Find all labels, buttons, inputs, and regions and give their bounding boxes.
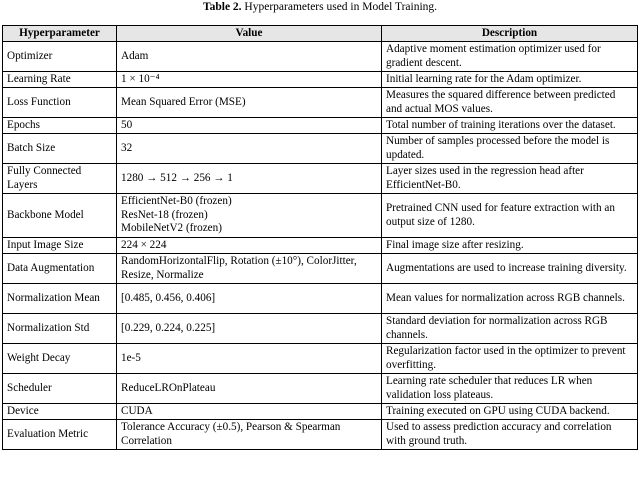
- value-cell: 1280 → 512 → 256 → 1: [117, 164, 382, 194]
- table-row: [3, 238, 638, 254]
- description-cell: Standard deviation for normalization across RGB channels.: [382, 314, 638, 344]
- value-cell: [0.485, 0.456, 0.406]: [117, 284, 382, 314]
- table-row: [3, 118, 638, 134]
- param-cell: Normalization Std: [3, 314, 117, 344]
- param-cell: Loss Function: [3, 88, 117, 118]
- value-cell: [117, 194, 382, 238]
- description-cell: Number of samples processed before the model is updated.: [382, 134, 638, 164]
- param-cell: Backbone Model: [3, 194, 117, 238]
- table-row: [3, 314, 638, 344]
- table-row: [3, 88, 638, 118]
- header-value: Value: [117, 26, 382, 42]
- backbone-option: EfficientNet-B0 (frozen): [121, 195, 232, 208]
- description-cell: Final image size after resizing.: [382, 238, 638, 254]
- table-row: [3, 164, 638, 194]
- value-cell: 1 × 10⁻⁴: [117, 72, 382, 88]
- table-row: [3, 404, 638, 420]
- param-cell: Weight Decay: [3, 344, 117, 374]
- description-cell: Measures the squared difference between predicted and actual MOS values.: [382, 88, 638, 118]
- table-row: [3, 344, 638, 374]
- description-cell: Used to assess prediction accuracy and correlation with ground truth.: [382, 420, 638, 450]
- hyperparameter-table: [2, 25, 638, 450]
- description-cell: Regularization factor used in the optimizer to prevent overfitting.: [382, 344, 638, 374]
- description-cell: Learning rate scheduler that reduces LR when validation loss plateaus.: [382, 374, 638, 404]
- value-cell: 1e-5: [117, 344, 382, 374]
- header-hyperparameter: Hyperparameter: [3, 26, 117, 42]
- value-cell: ReduceLROnPlateau: [117, 374, 382, 404]
- value-cell: 32: [117, 134, 382, 164]
- description-cell: Layer sizes used in the regression head after EfficientNet-B0.: [382, 164, 638, 194]
- table-row: [3, 254, 638, 284]
- description-cell: Augmentations are used to increase training diversity.: [382, 254, 638, 284]
- param-cell: Epochs: [3, 118, 117, 134]
- param-cell: Optimizer: [3, 42, 117, 72]
- table-caption-text: Hyperparameters used in Model Training.: [241, 1, 438, 13]
- value-cell: RandomHorizontalFlip, Rotation (±10°), ColorJitter, Resize, Normalize: [117, 254, 382, 284]
- header-description: Description: [382, 26, 638, 42]
- param-cell: Normalization Mean: [3, 284, 117, 314]
- param-cell: Input Image Size: [3, 238, 117, 254]
- backbone-option: MobileNetV2 (frozen): [121, 222, 222, 235]
- table-caption-label: Table 2.: [202, 1, 242, 13]
- backbone-option: ResNet-18 (frozen): [121, 208, 208, 221]
- param-cell: Evaluation Metric: [3, 420, 117, 450]
- value-cell: 50: [117, 118, 382, 134]
- description-cell: Adaptive moment estimation optimizer used for gradient descent.: [382, 42, 638, 72]
- table-row: [3, 42, 638, 72]
- table-row: [3, 194, 638, 238]
- description-cell: Training executed on GPU using CUDA backend.: [382, 404, 638, 420]
- value-cell: Mean Squared Error (MSE): [117, 88, 382, 118]
- description-cell: Initial learning rate for the Adam optimizer.: [382, 72, 638, 88]
- param-cell: Learning Rate: [3, 72, 117, 88]
- table-row: [3, 374, 638, 404]
- value-cell: [0.229, 0.224, 0.225]: [117, 314, 382, 344]
- value-cell: 224 × 224: [117, 238, 382, 254]
- table-row: [3, 72, 638, 88]
- param-cell: Device: [3, 404, 117, 420]
- table-row: [3, 284, 638, 314]
- description-cell: Mean values for normalization across RGB channels.: [382, 284, 638, 314]
- param-cell: Data Augmentation: [3, 254, 117, 284]
- value-cell: CUDA: [117, 404, 382, 420]
- value-cell: Tolerance Accuracy (±0.5), Pearson & Spearman Correlation: [117, 420, 382, 450]
- table-caption: [0, 0, 640, 14]
- param-cell: Fully Connected Layers: [3, 164, 117, 194]
- table-row: [3, 420, 638, 450]
- description-cell: Total number of training iterations over the dataset.: [382, 118, 638, 134]
- table-header-row: [3, 26, 638, 42]
- description-cell: Pretrained CNN used for feature extraction with an output size of 1280.: [382, 194, 638, 238]
- param-cell: Scheduler: [3, 374, 117, 404]
- param-cell: Batch Size: [3, 134, 117, 164]
- table-row: [3, 134, 638, 164]
- value-cell: Adam: [117, 42, 382, 72]
